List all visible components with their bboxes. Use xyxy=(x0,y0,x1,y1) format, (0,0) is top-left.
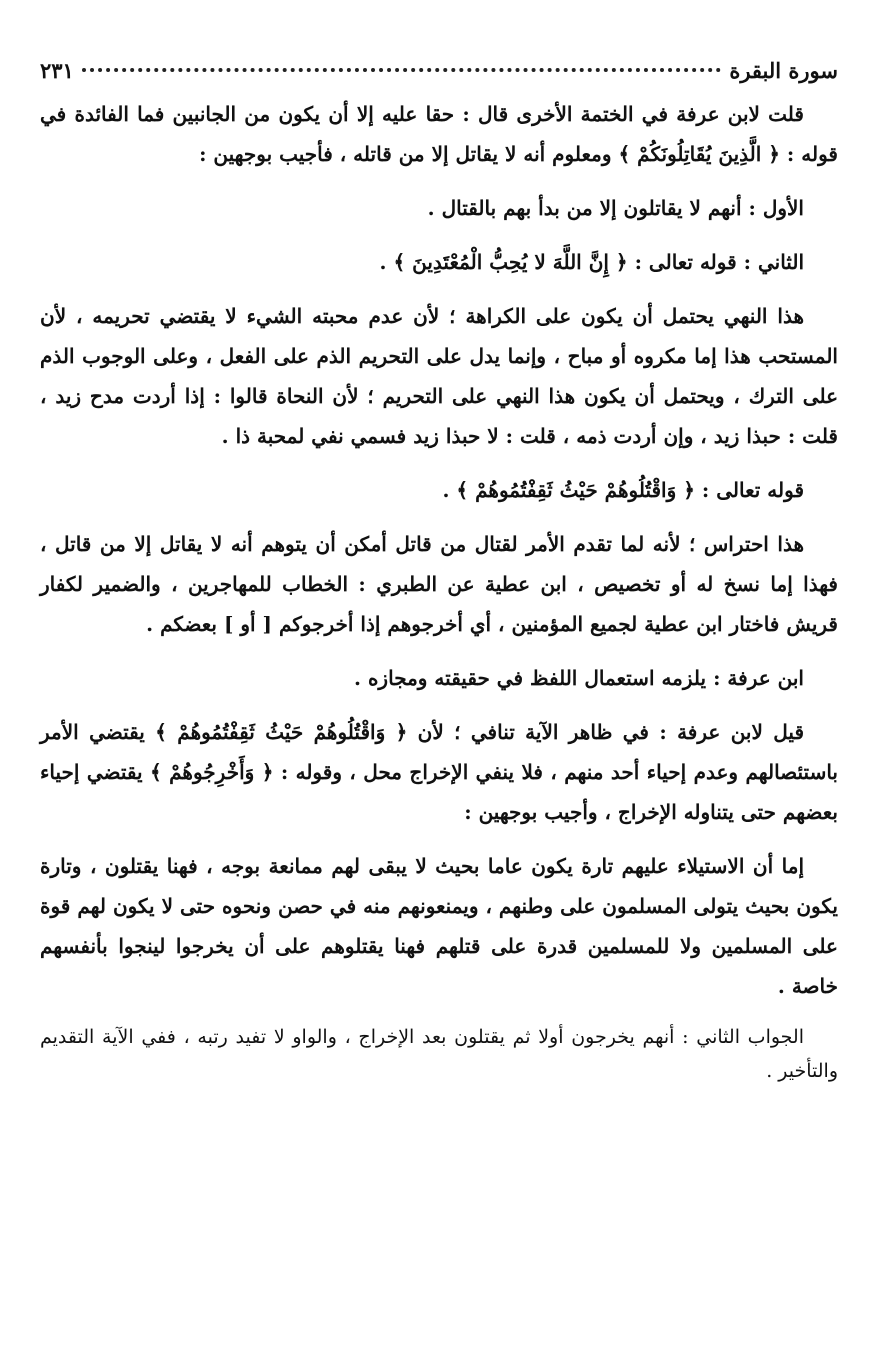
paragraph-second-reply: الجواب الثاني : أنهم يخرجون أولا ثم يقتلون بعد الإخراج ، والواو لا تفيد رتبه ، ففي الآية التقديم والتأخير . xyxy=(40,1026,838,1082)
surah-title: سورة البقرة xyxy=(729,58,838,83)
page-number: ٢٣١ xyxy=(40,58,74,83)
paragraph-first-answer: الأول : أنهم لا يقاتلون إلا من بدأ بهم بالقتال . xyxy=(427,196,804,220)
dotted-leader xyxy=(82,68,721,72)
paragraph-prohibition: هذا النهي يحتمل أن يكون على الكراهة ؛ لأن عدم محبته الشيء لا يقتضي تحريمه ، لأن المستحب هذا إما مكروه أو مباح ، وإنما يدل على التحريم الذم على الفعل ، وعلى الوجوب الذم على الترك ، ويحتمل أن يكون هذا النهي على التحريم ؛ لأن النحاة قالوا : إذا أردت مدح زيد ، قلت : حبذا زيد ، وإن أردت ذمه ، قلت : لا حبذا زيد فسمي نفي لمحبة ذا . xyxy=(40,304,838,448)
paragraph-contradiction: قيل لابن عرفة : في ظاهر الآية تنافي ؛ لأن ﴿ وَاقْتُلُوهُمْ حَيْثُ ثَقِفْتُمُوهُمْ ﴾ يقتضي الأمر باستئصالهم وعدم إحياء أحد منهم ، فلا ينفي الإخراج محل ، وقوله : ﴿ وَأَخْرِجُوهُمْ ﴾ يقتضي إحياء بعضهم حتى يتناوله الإخراج ، وأجيب بوجهين : xyxy=(40,720,838,824)
book-page xyxy=(40,58,838,1088)
paragraph-ibn-arafa: ابن عرفة : يلزمه استعمال اللفظ في حقيقته ومجازه . xyxy=(354,666,804,690)
paragraph-verse-kill: قوله تعالى : ﴿ وَاقْتُلُوهُمْ حَيْثُ ثَقِفْتُمُوهُمْ ﴾ . xyxy=(442,478,804,502)
running-header xyxy=(40,58,838,92)
paragraph-second-answer: الثاني : قوله تعالى : ﴿ إِنَّ اللَّهَ لا يُحِبُّ الْمُعْتَدِينَ ﴾ . xyxy=(379,250,804,274)
paragraph-precaution: هذا احتراس ؛ لأنه لما تقدم الأمر لقتال من قاتل أمكن أن يتوهم أنه لا يقاتل إلا من قاتل ، فهذا إما نسخ له أو تخصيص ، ابن عطية عن الطبري : الخطاب للمهاجرين ، والضمير لكفار قريش فاختار ابن عطية لجميع المؤمنين ، أي أخرجوهم إذا أخرجوكم [ أو ] بعضكم . xyxy=(40,532,838,636)
paragraph-first-reply: إما أن الاستيلاء عليهم تارة يكون عاما بحيث لا يبقى لهم ممانعة بوجه ، فهنا يقتلون ، وتارة يكون بحيث يتولى المسلمون على وطنهم ، ويمنعونهم منه في حصن ونحوه حتى لا يكون لهم قوة على المسلمين ولا للمسلمين قدرة على قتلهم فهنا يقتلوهم على أن يخرجوا لينجوا بأنفسهم خاصة . xyxy=(40,854,838,998)
paragraph-question: قلت لابن عرفة في الختمة الأخرى قال : حقا عليه إلا أن يكون من الجانبين فما الفائدة في قوله : ﴿ الَّذِينَ يُقَاتِلُونَكُمْ ﴾ ومعلوم أنه لا يقاتل إلا من قاتله ، فأجيب بوجهين : xyxy=(40,102,838,166)
